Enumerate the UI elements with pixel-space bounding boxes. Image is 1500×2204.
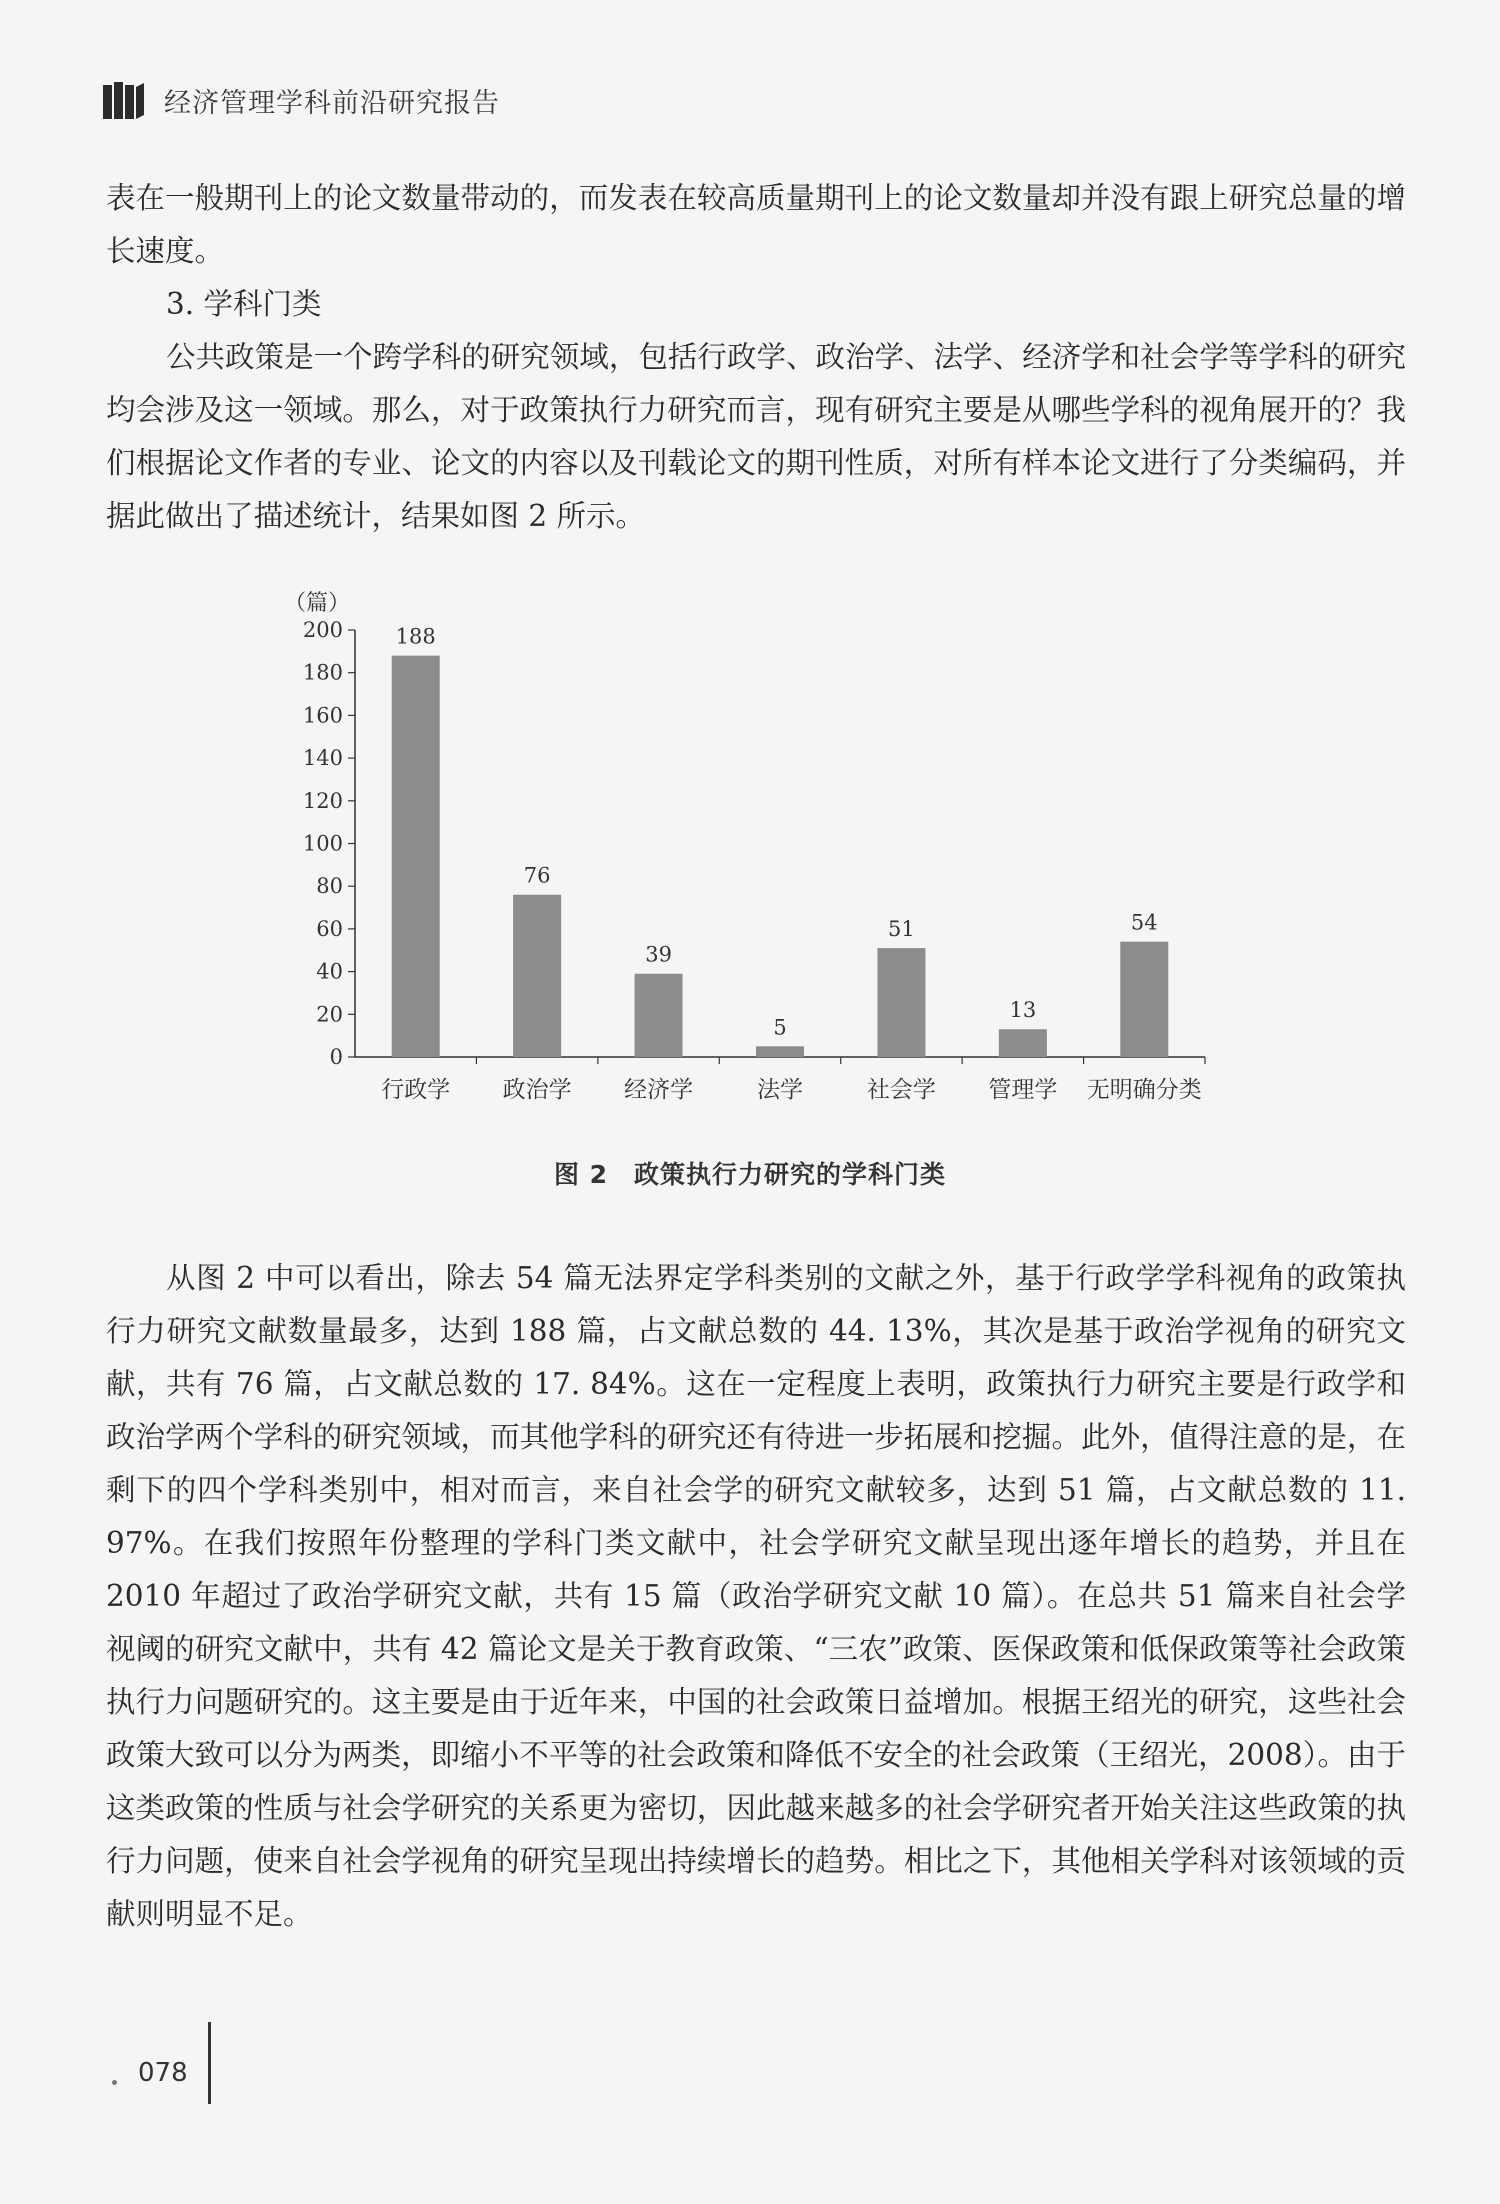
x-tick-label: 行政学 bbox=[381, 1077, 451, 1103]
x-tick-label: 政治学 bbox=[502, 1077, 572, 1103]
figure-caption: 图 2 政策执行力研究的学科门类 bbox=[553, 1160, 947, 1189]
y-tick-label: 200 bbox=[302, 618, 343, 642]
bar-chart-svg bbox=[250, 575, 1250, 1135]
page-number: 078 bbox=[138, 2058, 188, 2088]
bar-chart bbox=[250, 575, 1250, 1135]
x-tick-label: 经济学 bbox=[624, 1077, 694, 1103]
paragraph-intro: 公共政策是一个跨学科的研究领域，包括行政学、政治学、法学、经济学和社会学等学科的研究均会涉及这一领域。那么，对于政策执行力研究而言，现有研究主要是从哪些学科的视角展开的？我们根据论文作者的专业、论文的内容以及刊载论文的期刊性质，对所有样本论文进行了分类编码，并据此做出了描述统计，结果如图 2 所示。 bbox=[106, 340, 1406, 533]
bar bbox=[756, 1046, 804, 1057]
book-stack-icon bbox=[100, 77, 146, 123]
bar-value-label: 54 bbox=[1130, 910, 1158, 935]
y-tick-label: 160 bbox=[302, 703, 343, 728]
y-tick-label: 120 bbox=[302, 788, 343, 813]
paragraph-continued: 表在一般期刊上的论文数量带动的，而发表在较高质量期刊上的论文数量却并没有跟上研究总量的增长速度。 bbox=[106, 181, 1406, 268]
y-tick-label: 40 bbox=[316, 959, 343, 984]
y-tick-label: 180 bbox=[302, 660, 343, 685]
x-tick-label: 社会学 bbox=[866, 1077, 936, 1103]
y-tick-label: 60 bbox=[316, 916, 343, 941]
bar bbox=[1120, 942, 1168, 1057]
bar-value-label: 51 bbox=[888, 917, 915, 942]
page-number-rule bbox=[208, 2022, 211, 2104]
bar bbox=[999, 1029, 1047, 1057]
x-tick-label: 无明确分类 bbox=[1086, 1077, 1202, 1103]
running-header-title: 经济管理学科前沿研究报告 bbox=[164, 87, 500, 119]
bar-value-label: 5 bbox=[773, 1015, 787, 1040]
bar bbox=[392, 656, 440, 1057]
bar bbox=[635, 974, 683, 1057]
bar bbox=[513, 895, 561, 1057]
y-tick-label: 20 bbox=[316, 1002, 343, 1027]
page-dot bbox=[112, 2080, 117, 2085]
paragraph-body: 从图 2 中可以看出，除去 54 篇无法界定学科类别的文献之外，基于行政学学科视角的政策执行力研究文献数量最多，达到 188 篇，占文献总数的 44. 13%，其次是基于政治学视角的研究文献，共有 76 篇，占文献总数的 17. 84%。这在一定程度上表明，政策执行力研究主要是行政学和政治学两个学科的研究领域，而其他学科的研究还有待进一步拓展和挖掘。此外，值得注意的是，在剩下的四个学科类别中，相对而言，来自社会学的研究文献较多，达到 51 篇，占文献总数的 11. 97%。在我们按照年份整理的学科门类文献中，社会学研究文献呈现出逐年增长的趋势，并且在 2010 年超过了政治学研究文献，共有 15 篇（政治学研究文献 10 篇）。在总共 51 篇来自社会学视阈的研究文献中，共有 42 篇论文是关于教育政策、“三农”政策、医保政策和低保政策等社会政策执行力问题研究的。这主要是由于近年来，中国的社会政策日益增加。根据王绍光的研究，这些社会政策大致可以分为两类，即缩小不平等的社会政策和降低不安全的社会政策（王绍光，2008）。由于这类政策的性质与社会学研究的关系更为密切，因此越来越多的社会学研究者开始关注这些政策的执行力问题，使来自社会学视角的研究呈现出持续增长的趋势。相比之下，其他相关学科对该领域的贡献则明显不足。 bbox=[106, 1261, 1406, 1931]
running-header bbox=[100, 70, 500, 130]
y-tick-label: 0 bbox=[329, 1045, 343, 1069]
section-heading: 3. 学科门类 bbox=[166, 287, 322, 321]
y-tick-label: 100 bbox=[302, 831, 343, 856]
y-tick-label: 80 bbox=[316, 874, 343, 899]
bar-value-label: 76 bbox=[523, 863, 551, 888]
bar-value-label: 13 bbox=[1009, 998, 1037, 1023]
bar bbox=[877, 948, 925, 1057]
y-tick-label: 140 bbox=[302, 746, 343, 771]
y-axis-label: （篇） bbox=[283, 591, 350, 616]
x-tick-label: 管理学 bbox=[988, 1077, 1058, 1103]
x-tick-label: 法学 bbox=[757, 1077, 803, 1103]
bar-value-label: 188 bbox=[395, 624, 436, 649]
bar-value-label: 39 bbox=[645, 942, 672, 967]
